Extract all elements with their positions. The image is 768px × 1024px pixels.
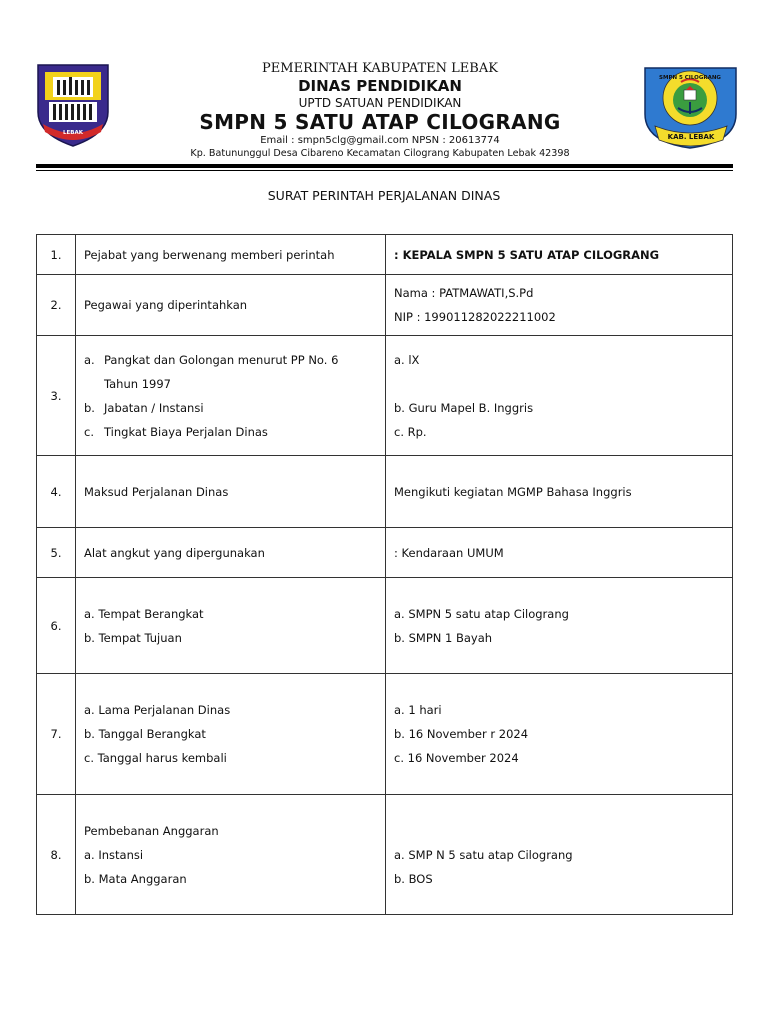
table-row xyxy=(37,456,733,528)
row-label xyxy=(76,235,386,275)
authorizing-official-value: : KEPALA SMPN 5 SATU ATAP CILOGRANG xyxy=(394,247,660,262)
row-label xyxy=(76,795,386,915)
row-value xyxy=(386,528,733,578)
table-row xyxy=(37,235,733,275)
item-text: Jabatan / Instansi xyxy=(104,400,204,415)
row-value xyxy=(386,795,733,915)
purpose-label: Maksud Perjalanan Dinas xyxy=(84,484,229,499)
header-address: Kp. Batununggul Desa Cibareno Kecamatan Cilograng Kabupaten Lebak 42398 xyxy=(190,148,570,159)
row-label xyxy=(76,674,386,795)
row-number: 7. xyxy=(37,674,76,795)
transport-value: : Kendaraan UMUM xyxy=(394,545,504,560)
budget-account-value: b. BOS xyxy=(394,871,433,886)
departure-place-label: a. Tempat Berangkat xyxy=(84,606,204,621)
header-unit: UPTD SATUAN PENDIDIKAN xyxy=(298,96,462,110)
row-number: 5. xyxy=(37,528,76,578)
row-label xyxy=(76,528,386,578)
rank-label xyxy=(84,348,377,372)
svg-text:SMPN 5 CILOGRANG: SMPN 5 CILOGRANG xyxy=(659,75,721,81)
return-date-value: c. 16 November 2024 xyxy=(394,751,519,765)
employee-nip: NIP : 199011282022211002 xyxy=(394,310,556,324)
header-contact: Email : smpn5clg@gmail.com NPSN : 20613774 xyxy=(260,135,500,146)
duration-label: a. Lama Perjalanan Dinas xyxy=(84,703,231,717)
row-number: 8. xyxy=(37,795,76,915)
table-row xyxy=(37,795,733,915)
return-date-label: c. Tanggal harus kembali xyxy=(84,751,227,765)
row-value xyxy=(386,336,733,456)
row-value xyxy=(386,456,733,528)
budget-heading: Pembebanan Anggaran xyxy=(84,823,219,838)
duration-value: a. 1 hari xyxy=(394,703,442,717)
destination-value: b. SMPN 1 Bayah xyxy=(394,630,493,645)
departure-date-value: b. 16 November r 2024 xyxy=(394,727,529,741)
employee-name: Nama : PATMAWATI,S.Pd xyxy=(394,286,534,300)
document-title: SURAT PERINTAH PERJALANAN DINAS xyxy=(267,188,501,203)
item-key: b. xyxy=(84,400,95,415)
row-label xyxy=(76,275,386,336)
table-row xyxy=(37,674,733,795)
agency-value: a. SMP N 5 satu atap Cilograng xyxy=(394,847,573,862)
svg-text:LEBAK: LEBAK xyxy=(63,130,83,136)
item-key: c. xyxy=(84,424,94,439)
row-value xyxy=(386,275,733,336)
item-key: a. xyxy=(84,352,95,367)
row-number: 3. xyxy=(37,336,76,456)
employee-label: Pegawai yang diperintahkan xyxy=(84,298,248,312)
authorizing-official-label: Pejabat yang berwenang memberi perintah xyxy=(84,247,335,262)
row-value xyxy=(386,674,733,795)
svg-text:KAB. LEBAK: KAB. LEBAK xyxy=(667,133,715,141)
row-label xyxy=(76,336,386,456)
header-department: DINAS PENDIDIKAN xyxy=(298,77,462,95)
agency-label: a. Instansi xyxy=(84,847,144,862)
budget-account-label: b. Mata Anggaran xyxy=(84,871,187,886)
spacer xyxy=(394,372,724,396)
table-row xyxy=(37,578,733,674)
header-school-name: SMPN 5 SATU ATAP CILOGRANG xyxy=(199,110,561,134)
row-label xyxy=(76,456,386,528)
transport-label: Alat angkut yang dipergunakan xyxy=(84,545,265,560)
row-value xyxy=(386,235,733,275)
header-divider-thick xyxy=(36,164,733,168)
destination-label: b. Tempat Tujuan xyxy=(84,630,182,645)
table-row xyxy=(37,275,733,336)
school-logo xyxy=(641,60,740,150)
header-divider-thin xyxy=(36,170,733,171)
row-number: 4. xyxy=(37,456,76,528)
purpose-value: Mengikuti kegiatan MGMP Bahasa Inggris xyxy=(394,484,632,499)
row-number: 6. xyxy=(37,578,76,674)
row-number: 1. xyxy=(37,235,76,275)
departure-date-label: b. Tanggal Berangkat xyxy=(84,727,206,741)
row-number: 2. xyxy=(37,275,76,336)
position-value: b. Guru Mapel B. Inggris xyxy=(394,400,534,415)
cost-level-value: c. Rp. xyxy=(394,424,427,439)
header-government: PEMERINTAH KABUPATEN LEBAK xyxy=(262,61,498,76)
table-row xyxy=(37,336,733,456)
position-label xyxy=(84,396,377,420)
item-text: Pangkat dan Golongan menurut PP No. 6 xyxy=(104,352,339,367)
table-row xyxy=(37,528,733,578)
row-value xyxy=(386,578,733,674)
row-label xyxy=(76,578,386,674)
spacer xyxy=(394,819,724,843)
rank-value: a. lX xyxy=(394,352,420,367)
item-text: Tingkat Biaya Perjalan Dinas xyxy=(104,424,268,439)
departure-place-value: a. SMPN 5 satu atap Cilograng xyxy=(394,606,569,621)
lebak-regency-logo xyxy=(35,62,111,148)
rank-label-cont: Tahun 1997 xyxy=(104,376,171,391)
travel-order-table xyxy=(36,234,733,915)
cost-level-label xyxy=(84,420,377,444)
